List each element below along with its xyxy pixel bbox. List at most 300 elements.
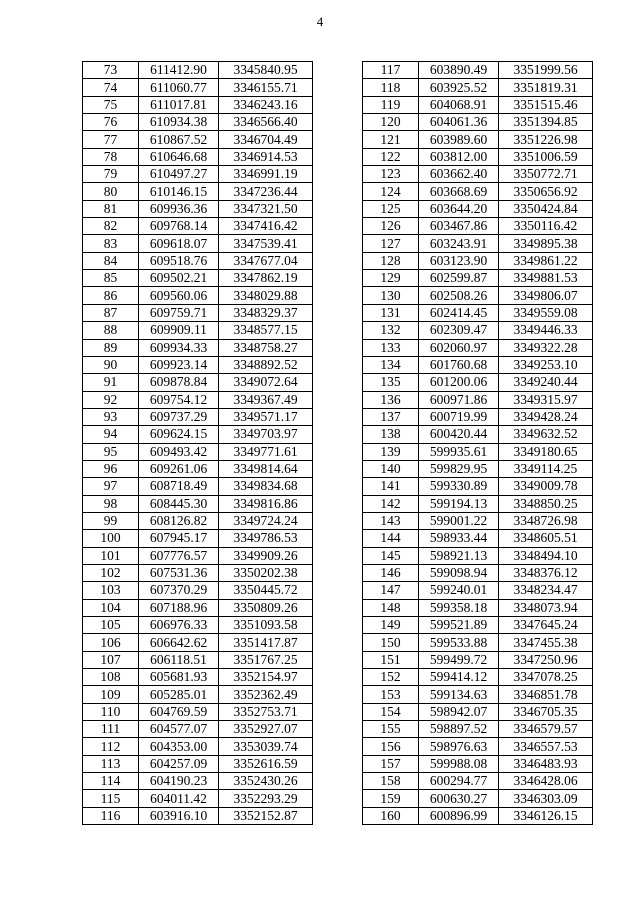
y-coordinate-cell: 3348892.52 <box>219 356 313 373</box>
table-row <box>83 356 313 373</box>
table-row <box>363 148 593 165</box>
table-row <box>363 512 593 529</box>
table-row <box>363 374 593 391</box>
x-coordinate-cell: 603668.69 <box>419 183 499 200</box>
point-number-cell: 160 <box>363 807 419 824</box>
x-coordinate-cell: 609261.06 <box>139 460 219 477</box>
page-number: 4 <box>316 14 324 29</box>
point-number-cell: 103 <box>83 582 139 599</box>
x-coordinate-cell: 611412.90 <box>139 62 219 79</box>
table-row <box>83 651 313 668</box>
y-coordinate-cell: 3346428.06 <box>499 773 593 790</box>
x-coordinate-cell: 605285.01 <box>139 686 219 703</box>
table-row <box>363 738 593 755</box>
table-row <box>363 651 593 668</box>
point-number-cell: 91 <box>83 374 139 391</box>
x-coordinate-cell: 606976.33 <box>139 617 219 634</box>
x-coordinate-cell: 599414.12 <box>419 669 499 686</box>
y-coordinate-cell: 3349814.64 <box>219 460 313 477</box>
x-coordinate-cell: 610934.38 <box>139 114 219 131</box>
x-coordinate-cell: 599330.89 <box>419 478 499 495</box>
y-coordinate-cell: 3349114.25 <box>499 460 593 477</box>
y-coordinate-cell: 3349806.07 <box>499 287 593 304</box>
y-coordinate-cell: 3349180.65 <box>499 443 593 460</box>
x-coordinate-cell: 602508.26 <box>419 287 499 304</box>
point-number-cell: 80 <box>83 183 139 200</box>
table-row <box>363 617 593 634</box>
table-row <box>363 582 593 599</box>
point-number-cell: 93 <box>83 408 139 425</box>
y-coordinate-cell: 3347455.38 <box>499 634 593 651</box>
point-number-cell: 131 <box>363 304 419 321</box>
x-coordinate-cell: 609737.29 <box>139 408 219 425</box>
x-coordinate-cell: 603989.60 <box>419 131 499 148</box>
table-row <box>363 391 593 408</box>
point-number-cell: 141 <box>363 478 419 495</box>
x-coordinate-cell: 603916.10 <box>139 807 219 824</box>
x-coordinate-cell: 607945.17 <box>139 530 219 547</box>
x-coordinate-cell: 608126.82 <box>139 512 219 529</box>
table-row <box>83 669 313 686</box>
point-number-cell: 137 <box>363 408 419 425</box>
table-row <box>83 703 313 720</box>
y-coordinate-cell: 3346851.78 <box>499 686 593 703</box>
y-coordinate-cell: 3348577.15 <box>219 322 313 339</box>
table-row <box>363 235 593 252</box>
x-coordinate-cell: 611017.81 <box>139 96 219 113</box>
point-number-cell: 115 <box>83 790 139 807</box>
point-number-cell: 138 <box>363 426 419 443</box>
table-row <box>363 790 593 807</box>
point-number-cell: 147 <box>363 582 419 599</box>
x-coordinate-cell: 609768.14 <box>139 218 219 235</box>
x-coordinate-cell: 606642.62 <box>139 634 219 651</box>
table-row <box>83 547 313 564</box>
x-coordinate-cell: 599001.22 <box>419 512 499 529</box>
table-row <box>83 634 313 651</box>
point-number-cell: 159 <box>363 790 419 807</box>
table-row <box>83 582 313 599</box>
x-coordinate-cell: 610867.52 <box>139 131 219 148</box>
x-coordinate-cell: 609878.84 <box>139 374 219 391</box>
y-coordinate-cell: 3347645.24 <box>499 617 593 634</box>
x-coordinate-cell: 604190.23 <box>139 773 219 790</box>
point-number-cell: 129 <box>363 270 419 287</box>
point-number-cell: 148 <box>363 599 419 616</box>
table-row <box>363 218 593 235</box>
y-coordinate-cell: 3352154.97 <box>219 669 313 686</box>
y-coordinate-cell: 3349703.97 <box>219 426 313 443</box>
point-number-cell: 119 <box>363 96 419 113</box>
table-row <box>363 270 593 287</box>
point-number-cell: 117 <box>363 62 419 79</box>
y-coordinate-cell: 3349834.68 <box>219 478 313 495</box>
point-number-cell: 112 <box>83 738 139 755</box>
table-row <box>83 530 313 547</box>
y-coordinate-cell: 3349861.22 <box>499 252 593 269</box>
point-number-cell: 152 <box>363 669 419 686</box>
table-row <box>83 287 313 304</box>
point-number-cell: 126 <box>363 218 419 235</box>
table-row <box>363 547 593 564</box>
point-number-cell: 143 <box>363 512 419 529</box>
y-coordinate-cell: 3347321.50 <box>219 200 313 217</box>
point-number-cell: 123 <box>363 166 419 183</box>
point-number-cell: 142 <box>363 495 419 512</box>
x-coordinate-cell: 602309.47 <box>419 322 499 339</box>
y-coordinate-cell: 3348329.37 <box>219 304 313 321</box>
x-coordinate-cell: 604257.09 <box>139 755 219 772</box>
x-coordinate-cell: 608445.30 <box>139 495 219 512</box>
x-coordinate-cell: 607531.36 <box>139 564 219 581</box>
table-row <box>363 634 593 651</box>
y-coordinate-cell: 3349072.64 <box>219 374 313 391</box>
x-coordinate-cell: 603644.20 <box>419 200 499 217</box>
table-row <box>83 200 313 217</box>
point-number-cell: 90 <box>83 356 139 373</box>
table-row <box>363 339 593 356</box>
y-coordinate-cell: 3348376.12 <box>499 564 593 581</box>
y-coordinate-cell: 3346566.40 <box>219 114 313 131</box>
y-coordinate-cell: 3350656.92 <box>499 183 593 200</box>
table-row <box>363 252 593 269</box>
x-coordinate-cell: 598976.63 <box>419 738 499 755</box>
y-coordinate-cell: 3349322.28 <box>499 339 593 356</box>
y-coordinate-cell: 3349771.61 <box>219 443 313 460</box>
x-coordinate-cell: 603925.52 <box>419 79 499 96</box>
point-number-cell: 96 <box>83 460 139 477</box>
table-row <box>83 460 313 477</box>
table-row <box>363 183 593 200</box>
y-coordinate-cell: 3349632.52 <box>499 426 593 443</box>
table-row <box>363 460 593 477</box>
table-row <box>83 96 313 113</box>
x-coordinate-cell: 600630.27 <box>419 790 499 807</box>
x-coordinate-cell: 609934.33 <box>139 339 219 356</box>
table-row <box>83 270 313 287</box>
x-coordinate-cell: 601200.06 <box>419 374 499 391</box>
table-row <box>363 686 593 703</box>
point-number-cell: 118 <box>363 79 419 96</box>
point-number-cell: 77 <box>83 131 139 148</box>
table-row <box>363 304 593 321</box>
table-row <box>83 807 313 824</box>
y-coordinate-cell: 3348850.25 <box>499 495 593 512</box>
table-row <box>363 564 593 581</box>
x-coordinate-cell: 602599.87 <box>419 270 499 287</box>
y-coordinate-cell: 3348758.27 <box>219 339 313 356</box>
point-number-cell: 127 <box>363 235 419 252</box>
x-coordinate-cell: 599521.89 <box>419 617 499 634</box>
x-coordinate-cell: 604577.07 <box>139 721 219 738</box>
point-number-cell: 84 <box>83 252 139 269</box>
point-number-cell: 97 <box>83 478 139 495</box>
y-coordinate-cell: 3348029.88 <box>219 287 313 304</box>
x-coordinate-cell: 599240.01 <box>419 582 499 599</box>
y-coordinate-cell: 3350772.71 <box>499 166 593 183</box>
point-number-cell: 81 <box>83 200 139 217</box>
point-number-cell: 88 <box>83 322 139 339</box>
y-coordinate-cell: 3348073.94 <box>499 599 593 616</box>
point-number-cell: 98 <box>83 495 139 512</box>
point-number-cell: 145 <box>363 547 419 564</box>
point-number-cell: 116 <box>83 807 139 824</box>
y-coordinate-cell: 3346303.09 <box>499 790 593 807</box>
y-coordinate-cell: 3346914.53 <box>219 148 313 165</box>
table-row <box>363 96 593 113</box>
x-coordinate-cell: 611060.77 <box>139 79 219 96</box>
y-coordinate-cell: 3347862.19 <box>219 270 313 287</box>
y-coordinate-cell: 3346704.49 <box>219 131 313 148</box>
table-row <box>363 408 593 425</box>
y-coordinate-cell: 3349367.49 <box>219 391 313 408</box>
x-coordinate-cell: 607370.29 <box>139 582 219 599</box>
point-number-cell: 104 <box>83 599 139 616</box>
point-number-cell: 74 <box>83 79 139 96</box>
point-number-cell: 107 <box>83 651 139 668</box>
x-coordinate-cell: 609518.76 <box>139 252 219 269</box>
x-coordinate-cell: 599499.72 <box>419 651 499 668</box>
table-row <box>83 790 313 807</box>
y-coordinate-cell: 3349446.33 <box>499 322 593 339</box>
table-body <box>363 62 593 825</box>
point-number-cell: 156 <box>363 738 419 755</box>
x-coordinate-cell: 600420.44 <box>419 426 499 443</box>
point-number-cell: 78 <box>83 148 139 165</box>
table-row <box>363 599 593 616</box>
x-coordinate-cell: 609624.15 <box>139 426 219 443</box>
point-number-cell: 79 <box>83 166 139 183</box>
point-number-cell: 87 <box>83 304 139 321</box>
x-coordinate-cell: 599533.88 <box>419 634 499 651</box>
table-row <box>83 721 313 738</box>
x-coordinate-cell: 604353.00 <box>139 738 219 755</box>
table-row <box>363 426 593 443</box>
y-coordinate-cell: 3349253.10 <box>499 356 593 373</box>
point-number-cell: 83 <box>83 235 139 252</box>
point-number-cell: 130 <box>363 287 419 304</box>
y-coordinate-cell: 3352616.59 <box>219 755 313 772</box>
x-coordinate-cell: 603467.86 <box>419 218 499 235</box>
y-coordinate-cell: 3350809.26 <box>219 599 313 616</box>
y-coordinate-cell: 3352362.49 <box>219 686 313 703</box>
y-coordinate-cell: 3346243.16 <box>219 96 313 113</box>
table-row <box>83 304 313 321</box>
point-number-cell: 151 <box>363 651 419 668</box>
point-number-cell: 135 <box>363 374 419 391</box>
x-coordinate-cell: 598933.44 <box>419 530 499 547</box>
point-number-cell: 82 <box>83 218 139 235</box>
table-row <box>83 755 313 772</box>
x-coordinate-cell: 609502.21 <box>139 270 219 287</box>
x-coordinate-cell: 598942.07 <box>419 703 499 720</box>
x-coordinate-cell: 603662.40 <box>419 166 499 183</box>
x-coordinate-cell: 604068.91 <box>419 96 499 113</box>
x-coordinate-cell: 602414.45 <box>419 304 499 321</box>
table-row <box>363 773 593 790</box>
y-coordinate-cell: 3351006.59 <box>499 148 593 165</box>
x-coordinate-cell: 599988.08 <box>419 755 499 772</box>
x-coordinate-cell: 600719.99 <box>419 408 499 425</box>
table-row <box>83 495 313 512</box>
point-number-cell: 136 <box>363 391 419 408</box>
y-coordinate-cell: 3351767.25 <box>219 651 313 668</box>
y-coordinate-cell: 3346557.53 <box>499 738 593 755</box>
y-coordinate-cell: 3349909.26 <box>219 547 313 564</box>
y-coordinate-cell: 3349895.38 <box>499 235 593 252</box>
y-coordinate-cell: 3353039.74 <box>219 738 313 755</box>
point-number-cell: 121 <box>363 131 419 148</box>
table-row <box>83 62 313 79</box>
y-coordinate-cell: 3352753.71 <box>219 703 313 720</box>
table-row <box>363 443 593 460</box>
point-number-cell: 106 <box>83 634 139 651</box>
x-coordinate-cell: 610646.68 <box>139 148 219 165</box>
x-coordinate-cell: 600971.86 <box>419 391 499 408</box>
table-row <box>83 374 313 391</box>
table-row <box>363 200 593 217</box>
point-number-cell: 158 <box>363 773 419 790</box>
table-row <box>363 62 593 79</box>
x-coordinate-cell: 603812.00 <box>419 148 499 165</box>
table-row <box>363 495 593 512</box>
x-coordinate-cell: 599098.94 <box>419 564 499 581</box>
point-number-cell: 122 <box>363 148 419 165</box>
table-row <box>83 218 313 235</box>
x-coordinate-cell: 598921.13 <box>419 547 499 564</box>
y-coordinate-cell: 3349428.24 <box>499 408 593 425</box>
x-coordinate-cell: 599829.95 <box>419 460 499 477</box>
table-row <box>83 686 313 703</box>
y-coordinate-cell: 3349724.24 <box>219 512 313 529</box>
coordinates-table-right <box>362 61 593 825</box>
point-number-cell: 92 <box>83 391 139 408</box>
table-row <box>363 114 593 131</box>
y-coordinate-cell: 3347677.04 <box>219 252 313 269</box>
x-coordinate-cell: 604061.36 <box>419 114 499 131</box>
point-number-cell: 100 <box>83 530 139 547</box>
y-coordinate-cell: 3350116.42 <box>499 218 593 235</box>
point-number-cell: 153 <box>363 686 419 703</box>
y-coordinate-cell: 3352152.87 <box>219 807 313 824</box>
y-coordinate-cell: 3349881.53 <box>499 270 593 287</box>
y-coordinate-cell: 3346705.35 <box>499 703 593 720</box>
y-coordinate-cell: 3351819.31 <box>499 79 593 96</box>
table-row <box>363 807 593 824</box>
x-coordinate-cell: 605681.93 <box>139 669 219 686</box>
x-coordinate-cell: 601760.68 <box>419 356 499 373</box>
y-coordinate-cell: 3349816.86 <box>219 495 313 512</box>
y-coordinate-cell: 3348234.47 <box>499 582 593 599</box>
point-number-cell: 108 <box>83 669 139 686</box>
y-coordinate-cell: 3348605.51 <box>499 530 593 547</box>
point-number-cell: 101 <box>83 547 139 564</box>
table-row <box>363 755 593 772</box>
point-number-cell: 73 <box>83 62 139 79</box>
table-row <box>83 131 313 148</box>
x-coordinate-cell: 609923.14 <box>139 356 219 373</box>
table-row <box>83 478 313 495</box>
table-row <box>363 79 593 96</box>
table-row <box>363 166 593 183</box>
point-number-cell: 133 <box>363 339 419 356</box>
table-row <box>83 617 313 634</box>
point-number-cell: 86 <box>83 287 139 304</box>
point-number-cell: 95 <box>83 443 139 460</box>
table-row <box>83 235 313 252</box>
y-coordinate-cell: 3349240.44 <box>499 374 593 391</box>
point-number-cell: 132 <box>363 322 419 339</box>
y-coordinate-cell: 3349009.78 <box>499 478 593 495</box>
point-number-cell: 120 <box>363 114 419 131</box>
point-number-cell: 134 <box>363 356 419 373</box>
x-coordinate-cell: 609909.11 <box>139 322 219 339</box>
x-coordinate-cell: 610146.15 <box>139 183 219 200</box>
point-number-cell: 110 <box>83 703 139 720</box>
x-coordinate-cell: 606118.51 <box>139 651 219 668</box>
x-coordinate-cell: 610497.27 <box>139 166 219 183</box>
x-coordinate-cell: 602060.97 <box>419 339 499 356</box>
point-number-cell: 109 <box>83 686 139 703</box>
x-coordinate-cell: 608718.49 <box>139 478 219 495</box>
x-coordinate-cell: 609754.12 <box>139 391 219 408</box>
x-coordinate-cell: 609936.36 <box>139 200 219 217</box>
table-body <box>83 62 313 825</box>
table-row <box>363 356 593 373</box>
x-coordinate-cell: 599358.18 <box>419 599 499 616</box>
table-row <box>83 252 313 269</box>
y-coordinate-cell: 3351394.85 <box>499 114 593 131</box>
point-number-cell: 89 <box>83 339 139 356</box>
x-coordinate-cell: 603243.91 <box>419 235 499 252</box>
y-coordinate-cell: 3351093.58 <box>219 617 313 634</box>
y-coordinate-cell: 3346991.19 <box>219 166 313 183</box>
y-coordinate-cell: 3345840.95 <box>219 62 313 79</box>
y-coordinate-cell: 3347078.25 <box>499 669 593 686</box>
x-coordinate-cell: 609493.42 <box>139 443 219 460</box>
table-row <box>363 287 593 304</box>
table-row <box>83 183 313 200</box>
table-row <box>83 114 313 131</box>
y-coordinate-cell: 3347539.41 <box>219 235 313 252</box>
x-coordinate-cell: 599134.63 <box>419 686 499 703</box>
table-row <box>83 339 313 356</box>
table-row <box>363 131 593 148</box>
x-coordinate-cell: 604769.59 <box>139 703 219 720</box>
coordinates-table-left <box>82 61 313 825</box>
table-row <box>363 530 593 547</box>
point-number-cell: 105 <box>83 617 139 634</box>
table-row <box>83 599 313 616</box>
point-number-cell: 102 <box>83 564 139 581</box>
point-number-cell: 139 <box>363 443 419 460</box>
y-coordinate-cell: 3349571.17 <box>219 408 313 425</box>
x-coordinate-cell: 609759.71 <box>139 304 219 321</box>
point-number-cell: 113 <box>83 755 139 772</box>
y-coordinate-cell: 3347236.44 <box>219 183 313 200</box>
point-number-cell: 140 <box>363 460 419 477</box>
table-row <box>83 322 313 339</box>
y-coordinate-cell: 3347416.42 <box>219 218 313 235</box>
y-coordinate-cell: 3349315.97 <box>499 391 593 408</box>
x-coordinate-cell: 600294.77 <box>419 773 499 790</box>
x-coordinate-cell: 603123.90 <box>419 252 499 269</box>
x-coordinate-cell: 599194.13 <box>419 495 499 512</box>
table-row <box>363 322 593 339</box>
table-row <box>83 166 313 183</box>
point-number-cell: 76 <box>83 114 139 131</box>
point-number-cell: 144 <box>363 530 419 547</box>
